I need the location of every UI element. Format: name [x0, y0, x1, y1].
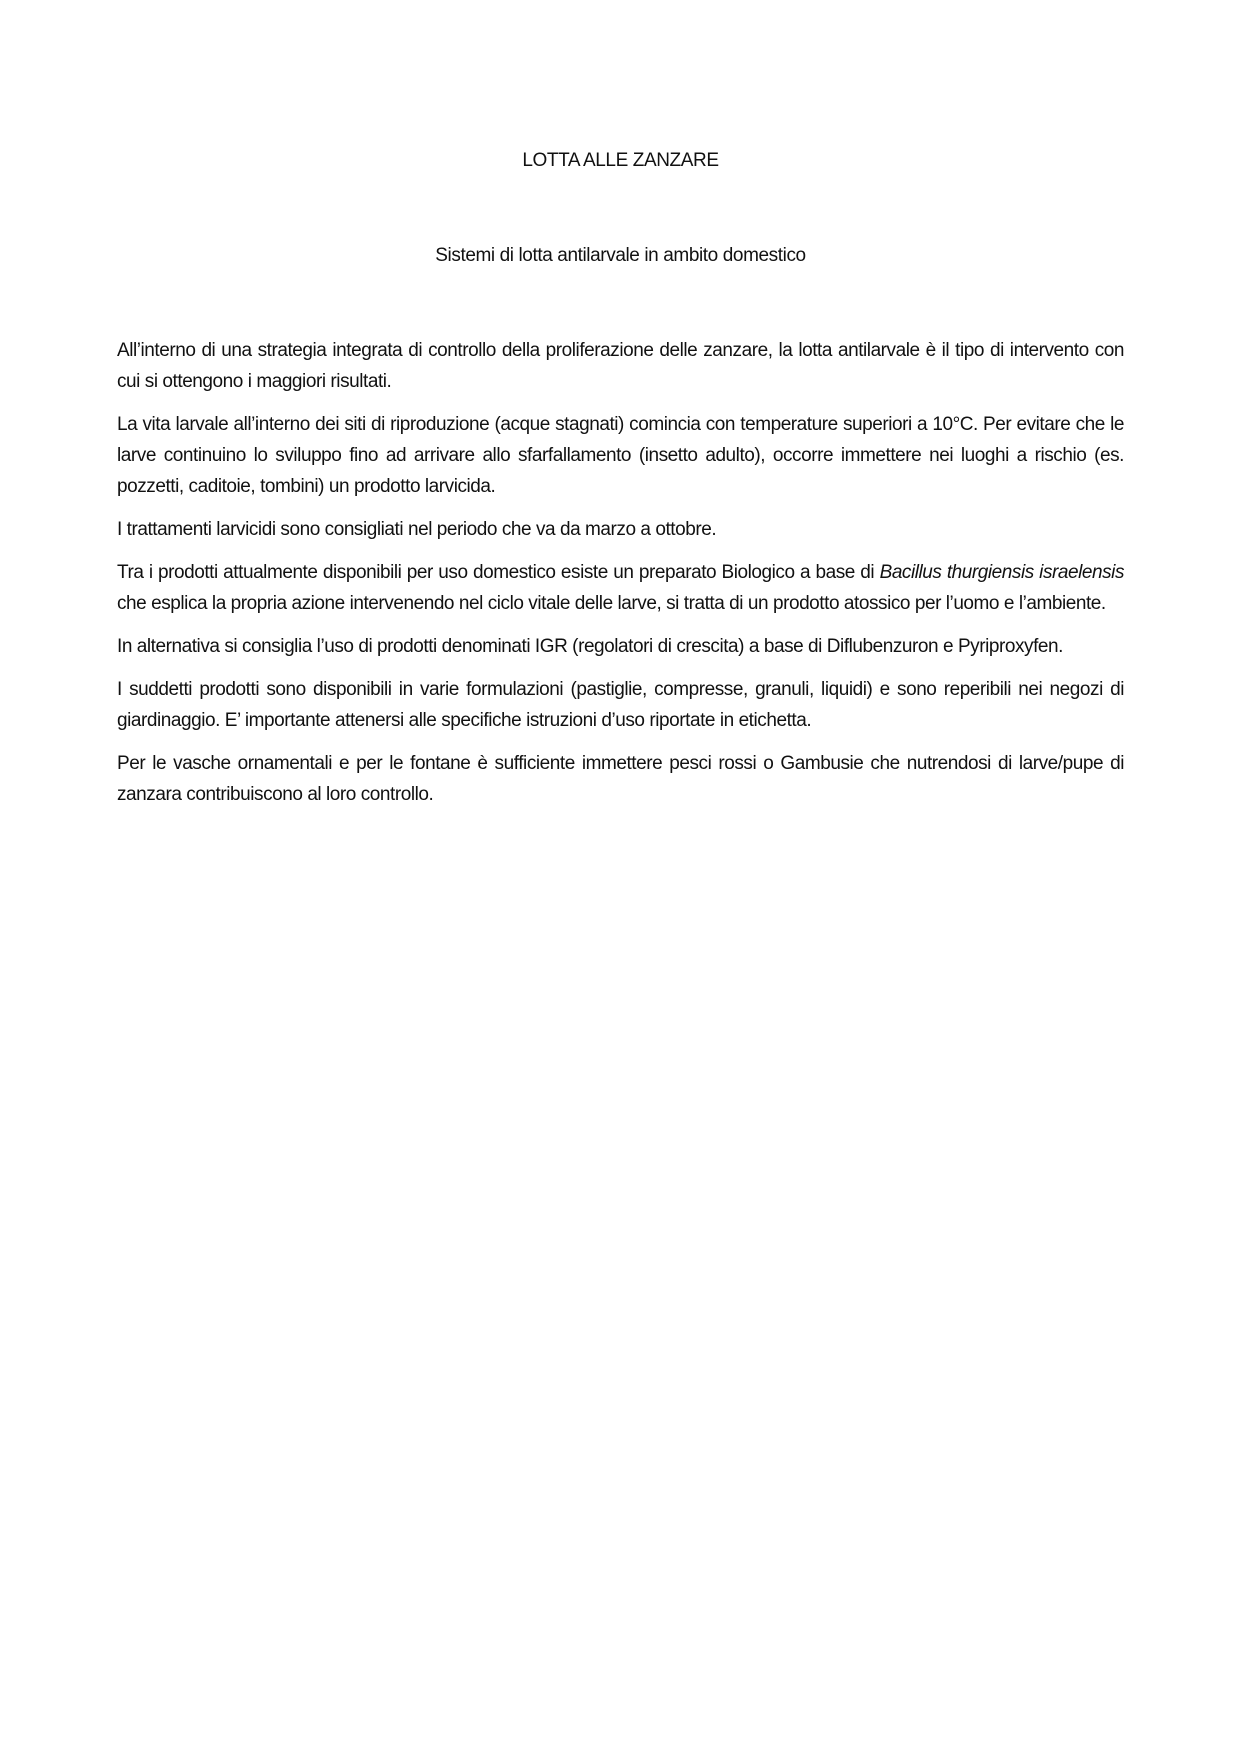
paragraph-biological-product [117, 557, 1124, 619]
paragraph-formulations: I suddetti prodotti sono disponibili in varie formulazioni (pastiglie, compresse, granuli, liquidi) e sono reperibili nei negozi di giardinaggio. E’ importante attenersi alle specifiche istruzioni d’uso riportate in etichetta. [117, 679, 1124, 731]
document-body [117, 335, 1124, 822]
paragraph-ornamental-ponds: Per le vasche ornamentali e per le fontane è sufficiente immettere pesci rossi o Gambusie che nutrendosi di larve/pupe di zanzara contribuiscono al loro controllo. [117, 753, 1124, 805]
document-subtitle: Sistemi di lotta antilarvale in ambito domestico [435, 245, 806, 266]
species-name: Bacillus thurgiensis israelensis [879, 562, 1124, 583]
paragraph-biological-product-before: Tra i prodotti attualmente disponibili per uso domestico esiste un preparato Biologico a base di [117, 562, 880, 583]
paragraph-treatment-period: I trattamenti larvicidi sono consigliati nel periodo che va da marzo a ottobre. [117, 519, 717, 540]
paragraph-igr-alternative: In alternativa si consiglia l’uso di prodotti denominati IGR (regolatori di crescita) a base di Diflubenzuron e Pyriproxyfen. [117, 636, 1063, 657]
paragraph-biological-product-after: che esplica la propria azione intervenendo nel ciclo vitale delle larve, si tratta di un prodotto atossico per l’uomo e l’ambiente. [117, 593, 1106, 614]
paragraph-larval-life: La vita larvale all’interno dei siti di riproduzione (acque stagnati) comincia con temperature superiori a 10°C. Per evitare che le larve continuino lo sviluppo fino ad arrivare allo sfarfallamento (insetto adulto), occorre immettere nei luoghi a rischio (es. pozzetti, caditoie, tombini) un prodotto larvicida. [117, 414, 1124, 497]
document-title: LOTTA ALLE ZANZARE [522, 150, 719, 171]
paragraph-intro: All’interno di una strategia integrata di controllo della proliferazione delle zanzare, la lotta antilarvale è il tipo di intervento con cui si ottengono i maggiori risultati. [117, 340, 1124, 392]
